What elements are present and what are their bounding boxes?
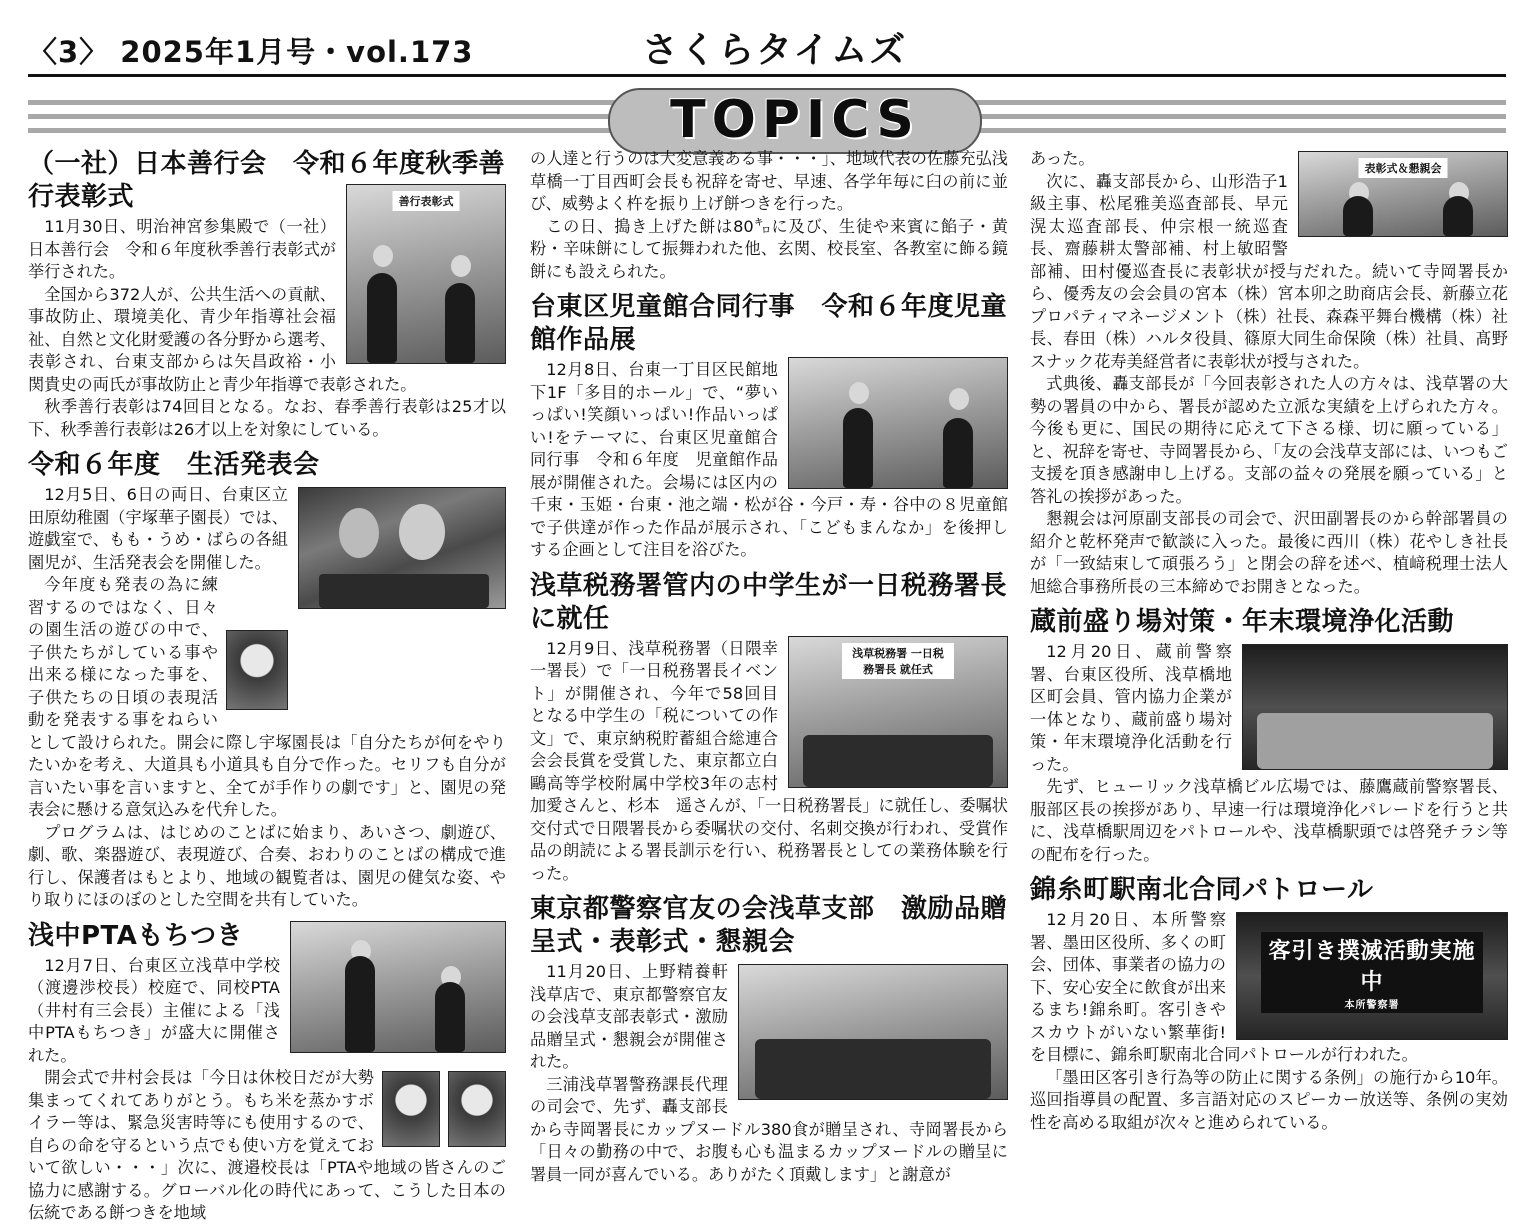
police-friends-group-photo: [738, 964, 1008, 1100]
article-title: 蔵前盛り場対策・年末環境浄化活動: [1030, 607, 1455, 637]
article-title: 浅中PTAもちつき: [28, 920, 244, 951]
topics-label: TOPICS: [608, 88, 982, 154]
kinshicho-patrol-photo: [1236, 912, 1508, 1040]
mochitsuki-photo: [290, 921, 506, 1053]
article-paragraph: 先ず、ヒューリック浅草橋ビル広場では、藤鷹蔵前警察署長、服部区長の挨拶があり、早速一行は環境浄化パレードを行うと共に、浅草橋駅周辺をパトロールや、浅草橋駅頭では啓発チラシ等の配布を行った。: [1030, 777, 1508, 864]
article-paragraph: 開会式で井村会長は「今日は休校日だが大勢集まってくれてありがとう。もち米を蒸かすボイラー等は、緊急災害時等にも使用するので、自らの命を守るという点でも使い方を覚えておいて欲しい・・・」次に、渡邉校長は「PTAや地域の皆さんのご協力に感謝する。グローバル化の時代にあって、こうした日本の伝統である餅つきを地域: [28, 1068, 506, 1222]
article-paragraph: 12月7日、台東区立浅草中学校（渡邊渉校長）校庭で、同校PTA（井村有三会長）主催による「浅中PTAもちつき」が盛大に開催された。: [28, 955, 280, 1065]
article-paragraph: 11月20日、上野精養軒浅草店で、東京都警察官友の会浅草支部表彰式・激励品贈呈式・懇親会が開催された。: [530, 962, 728, 1071]
article-paragraph: 秋季善行表彰は74回目となる。なお、春季善行表彰は25才以下、秋季善行表彰は26才以上を対象にしている。: [28, 397, 506, 439]
article-paragraph: の人達と行うのは大変意義ある事・・・」、地域代表の佐藤充弘浅草橋一丁目西町会長も祝辞を寄せ、早速、各学年毎に臼の前に並び、威勢よく杵を振り上げ餅つきを行った。: [530, 149, 1008, 213]
article-paragraph: この日、搗き上げた餅は80㌔に及び、生徒や来賓に餡子・黄粉・辛味餅にして振舞われた他、玄関、校長室、各教室に飾る鏡餅にも設えられた。: [530, 216, 1008, 281]
article-paragraph: 今年度も発表の為に練習するのではなく、日々の園生活の遊びの中で、子供たちがしている事や出来る様になった事を、子供たちの日頃の表現活動を発表する事をねらいとして設けられた。開会に際し宇塚園長は「自分たちが何をやりたいかを考え、大道具も小道具も自分で作った。セリフも自分が言いたい事を言いますと、全てが手作りの劇です」と、園児の発表会に懸ける意気込みを代弁した。: [28, 575, 506, 819]
newspaper-title: さくらタイムズ: [642, 30, 908, 71]
article-police-friends-continued: [1030, 148, 1508, 598]
article-paragraph: プログラムは、はじめのことばに始まり、あいさつ、劇遊び、劇、歌、楽器遊び、表現遊び、合奏、おわりのことばの構成で進行し、保護者はもとより、地域の観覧者は、園児の健気な姿、やり取りにほのぼのとした空間を共有していた。: [28, 822, 506, 909]
principal-portrait: [448, 1071, 506, 1147]
column-2: [530, 148, 1008, 1186]
article-police-friends: [530, 893, 1008, 1186]
photo-banner: 客引き撲滅活動実施中 本所警察署: [1261, 932, 1483, 1013]
topics-banner: [28, 90, 1506, 150]
photo-caption: 善行表彰式: [393, 191, 460, 211]
article-paragraph: 12月5日、6日の両日、台東区立田原幼稚園（宇塚華子園長）では、遊戯室で、もも・うめ・ばらの各組園児が、生活発表会を開催した。: [28, 485, 288, 572]
exhibition-photo: [788, 357, 1008, 489]
article-paragraph: 全国から372人が、公共生活への貢献、事故防止、環境美化、青少年指導社会福祉、自然と文化財愛護の各分野から選考、表彰され、台東支部からは矢昌政裕・小関貴史の両氏が事故防止と青少年指導で表彰された。: [28, 284, 417, 394]
award-presentation-photo: [1298, 151, 1508, 237]
article-jidokan: [530, 291, 1008, 562]
article-title: （一社）日本善行会 令和６年度秋季善行表彰式: [28, 149, 506, 212]
article-paragraph: 12月8日、台東一丁目区民館地下1F「多目的ホール」で、“夢いっぱい!笑顔いっぱい!作品いっぱい!をテーマに、台東区児童館合同行事 令和６年度 児童館作品展が開催された。会場には区内の千束・玉姫・台東・池之端・松が谷・今戸・寿・谷中の８児童館で子供達が作った作品が展示され、「こどもまんなか」を後押しする企画として注目を浴びた。: [530, 360, 1008, 559]
article-title: 東京都警察官友の会浅草支部 激励品贈呈式・表彰式・懇親会: [530, 894, 1008, 957]
article-kuramae: [1030, 606, 1508, 866]
article-paragraph: 12月9日、浅草税務署（日隈幸一署長）で「一日税務署長イベント」が開催され、今年で58回目となる中学生の「税についての作文」で、東京納税貯蓄組合総連合会会長賞を受賞した、東京都立白鷗高等学校附属中学校3年の志村加愛さんと、杉本 遥さんが、「一日税務署長」に就任し、委嘱状交付式で日隈署長から委嘱状の交付、名刺交換が行われ、受賞作品の朗読による署長訓示を行い、税務署長としての業務体験を行った。: [530, 638, 1008, 883]
photo-caption: 表彰式＆懇親会: [1359, 158, 1448, 178]
article-zenkokai: [28, 148, 506, 441]
article-paragraph: 式典後、轟支部長が「今回表彰された人の方々は、浅草署の大勢の署員の中から、署長が認めた立派な実績を上げられた方々。今後も更に、国民の期待に応えて下さる様、切に願っている」と、祝辞を寄せ、寺岡署長から、「友の会浅草支部には、いつもご支援を頂き感謝申し上げる。支部の益々の発展を願っている」と答礼の挨拶があった。: [1030, 374, 1508, 506]
pta-chair-portrait: [382, 1071, 440, 1147]
article-paragraph: 11月30日、明治神宮参集殿で（一社）日本善行会 令和６年度秋季善行表彰式が挙行された。: [28, 217, 336, 281]
stage-performance-photo: [298, 487, 506, 609]
article-tax-office: [530, 570, 1008, 886]
award-ceremony-photo: [346, 184, 506, 364]
column-1: [28, 148, 506, 1225]
article-paragraph: 「墨田区客引き行為等の防止に関する条例」の施行から10年。巡回指導員の配置、多言語対応のスピーカー放送等、条例の実効性を高める取組が次々と進められている。: [1030, 1067, 1508, 1132]
article-paragraph: あった。: [1030, 149, 1095, 168]
article-presentation: [28, 449, 506, 912]
article-mochitsuki-continued: [530, 148, 1008, 283]
kuramae-campaign-photo: [1242, 644, 1508, 770]
article-paragraph: 12月20日、本所警察署、墨田区役所、多くの町会、団体、事業者の協力の下、安心安全に飲食が出来るまち!錦糸町。客引きやスカウトがいない繁華街!を目標に、錦糸町駅南北合同パトロールが行われた。: [1030, 910, 1418, 1064]
article-title: 台東区児童館合同行事 令和６年度児童館作品展: [530, 292, 1008, 355]
article-mochitsuki: [28, 920, 506, 1225]
article-kinshicho: [1030, 874, 1508, 1134]
page-header: [28, 22, 1506, 77]
article-paragraph: 三浦浅草署警務課長代理の司会で、先ず、轟支部長から寺岡署長にカップヌードル380食が贈呈され、寺岡署長から「日々の勤務の中で、お腹も心も温まるカップヌードルの贈呈に署員一同が喜んでいる。ありがたく頂戴します」と謝意が: [530, 1074, 1008, 1184]
article-paragraph: 懇親会は河原副支部長の司会で、沢田副署長のから幹部署員の紹介と乾杯発声で歓談に入った。最後に西川（株）花やしき社長が「一致結束して頑張ろう」と閉会の辞を述べ、植﨑税理士法人旭総合事務所長の三本締めでお開きとなった。: [1030, 509, 1508, 596]
tax-office-group-photo: [788, 636, 1008, 788]
issue-info: 〈3〉 2025年1月号・vol.173: [28, 35, 474, 69]
principal-portrait: [226, 630, 288, 710]
photo-caption: 浅草税務署 一日税務署長 就任式: [842, 643, 954, 679]
article-title: 令和６年度 生活発表会: [28, 450, 320, 480]
article-paragraph: 12月20日、蔵前警察署、台東区役所、浅草橋地区町会員、管内協力企業が一体となり、蔵前盛り場対策・年末環境浄化活動を行った。: [1030, 642, 1232, 774]
article-title: 浅草税務署管内の中学生が一日税務署長に就任: [530, 570, 1008, 634]
column-3: [1030, 148, 1508, 1134]
article-title: 錦糸町駅南北合同パトロール: [1030, 875, 1374, 905]
article-paragraph: 次に、轟支部長から、山形浩子1級主事、松尾雅美巡査部長、早元滉太巡査部長、仲宗根一統巡査長、齋藤耕太警部補、村上敏昭警部補、田村優巡査長に表彰状が授与だれた。続いて寺岡署長から、優秀友の会会員の宮本（株）宮本卯之助商店会長、新藤立花プロパティマネージメント（株）社長、森森平舞台機構（株）社長、春田（株）ハルタ役員、篠原大同生命保険（株）社員、髙野スナック花寿美経営者に表彰状が授与された。: [1030, 171, 1508, 371]
